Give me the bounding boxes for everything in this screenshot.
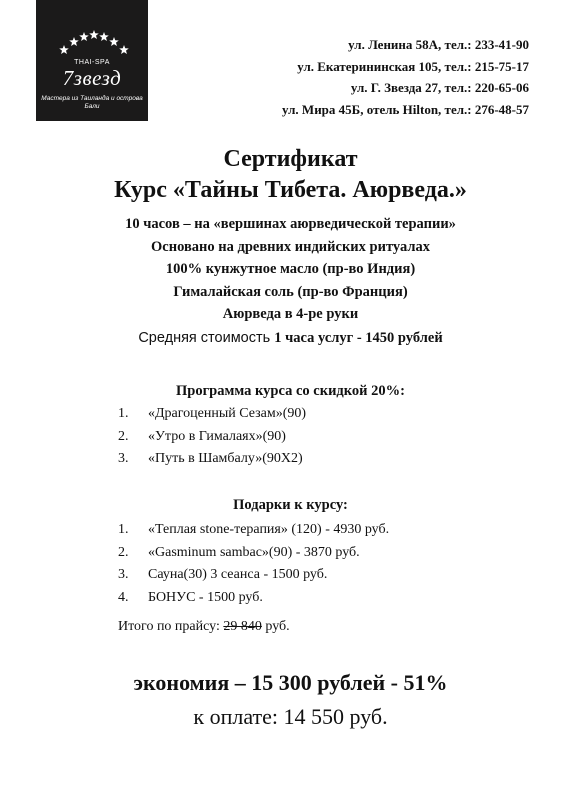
stars-icon bbox=[36, 0, 148, 60]
address-line: ул. Г. Звезда 27, тел.: 220-65-06 bbox=[350, 80, 529, 95]
course-description bbox=[0, 213, 581, 326]
item-number: 1. bbox=[118, 522, 129, 537]
address-line: ул. Екатерининская 105, тел.: 215-75-17 bbox=[297, 58, 529, 74]
logo-subtitle: THAI-SPA bbox=[74, 59, 110, 66]
program-list bbox=[118, 403, 306, 471]
average-price bbox=[0, 330, 581, 347]
list-item bbox=[118, 542, 389, 565]
item-text: «Теплая stone-терапия» (120) - 4930 руб. bbox=[148, 522, 390, 537]
star-icon bbox=[69, 37, 79, 46]
program-heading: Программа курса со скидкой 20%: bbox=[176, 383, 405, 399]
logo-tagline: Мастера из Таиланда и острова Бали bbox=[41, 95, 143, 110]
star-icon bbox=[89, 30, 99, 39]
total-price bbox=[118, 619, 290, 635]
description-line: Гималайская соль (пр-во Франция) bbox=[173, 283, 408, 300]
address-line: ул. Мира 45Б, отель Hilton, тел.: 276-48-57 bbox=[281, 101, 529, 117]
description-line: Основано на древних индийских ритуалах bbox=[151, 238, 430, 255]
item-text: «Утро в Гималаях»(90) bbox=[148, 428, 286, 444]
amount-to-pay: к оплате: 14 550 руб. bbox=[193, 704, 388, 729]
address-block bbox=[282, 34, 529, 120]
item-number: 4. bbox=[118, 589, 129, 605]
item-text: Сауна(30) 3 сеанса - 1500 руб. bbox=[148, 567, 328, 582]
list-item bbox=[118, 519, 389, 542]
list-item bbox=[118, 403, 306, 426]
gifts-heading: Подарки к курсу: bbox=[233, 497, 348, 513]
item-text: «Gasminum sambac»(90) - 3870 руб. bbox=[148, 544, 360, 560]
item-number: 3. bbox=[118, 567, 129, 582]
description-line: 10 часов – на «вершинах аюрведической терапии» bbox=[125, 216, 456, 232]
price-prefix: Средняя стоимость bbox=[138, 330, 275, 346]
list-item bbox=[118, 426, 306, 449]
course-title: Курс «Тайны Тибета. Аюрведа.» bbox=[114, 177, 467, 203]
list-item bbox=[118, 564, 389, 587]
item-number: 2. bbox=[118, 428, 129, 444]
list-item bbox=[118, 587, 389, 610]
item-number: 2. bbox=[118, 544, 129, 560]
address-line: ул. Ленина 58А, тел.: 233-41-90 bbox=[348, 37, 529, 52]
star-icon bbox=[99, 32, 109, 41]
price-value: 1 часа услуг - 1450 рублей bbox=[274, 330, 443, 346]
item-number: 3. bbox=[118, 451, 129, 466]
description-line: Аюрведа в 4-ре руки bbox=[222, 306, 359, 322]
total-amount: 29 840 bbox=[223, 619, 262, 634]
item-text: «Путь в Шамбалу»(90Х2) bbox=[148, 451, 303, 466]
star-icon bbox=[59, 45, 69, 54]
gifts-list bbox=[118, 519, 389, 609]
savings-line: экономия – 15 300 рублей - 51% bbox=[133, 670, 448, 695]
item-text: БОНУС - 1500 руб. bbox=[148, 589, 263, 605]
item-text: «Драгоценный Сезам»(90) bbox=[148, 406, 307, 421]
star-icon bbox=[79, 32, 89, 41]
list-item bbox=[118, 448, 306, 471]
logo-name: 7звезд bbox=[62, 66, 122, 90]
star-icon bbox=[119, 45, 129, 54]
total-unit: руб. bbox=[261, 619, 290, 634]
description-line: 100% кунжутное масло (пр-во Индия) bbox=[165, 261, 416, 277]
total-label: Итого по прайсу: bbox=[118, 619, 224, 634]
star-icon bbox=[109, 37, 119, 46]
item-number: 1. bbox=[118, 406, 129, 421]
salon-logo bbox=[36, 0, 148, 121]
certificate-title: Сертификат bbox=[223, 146, 358, 172]
